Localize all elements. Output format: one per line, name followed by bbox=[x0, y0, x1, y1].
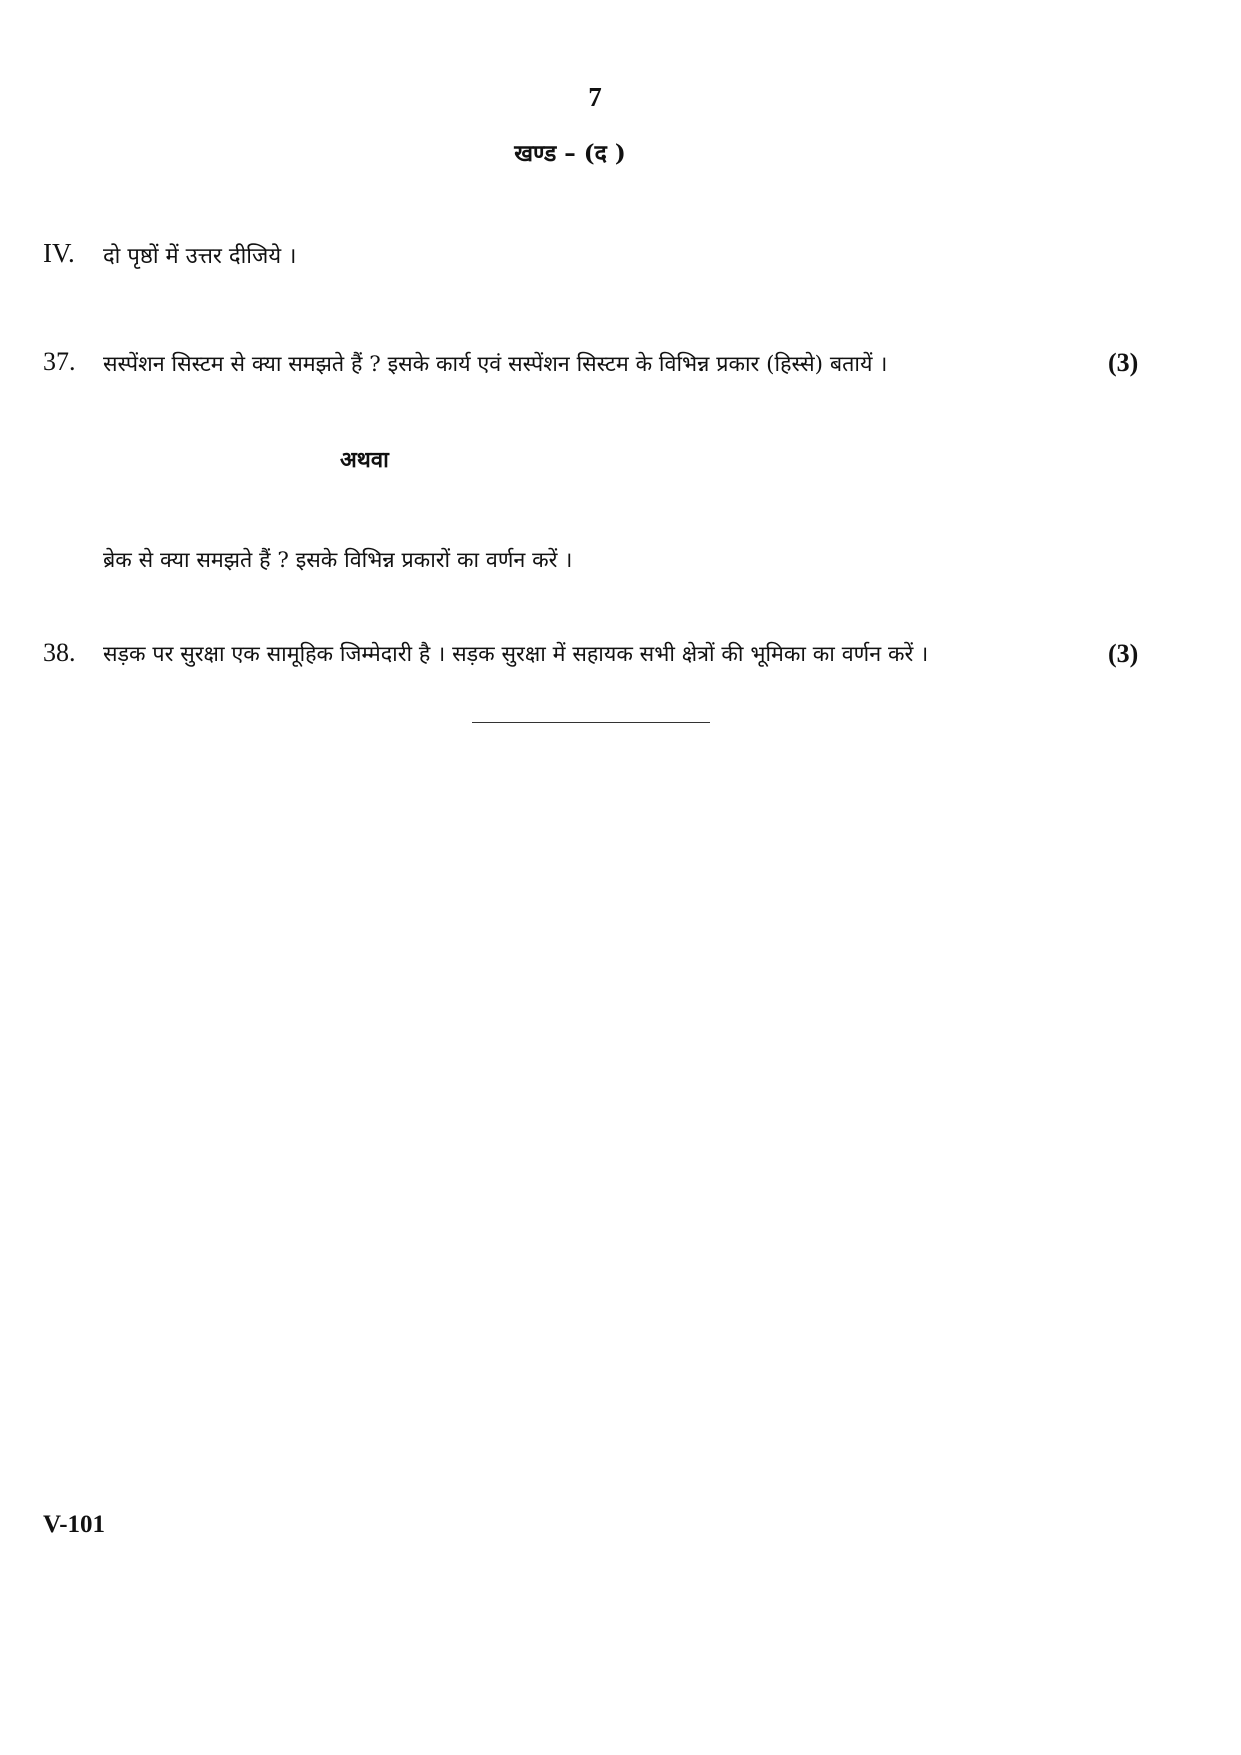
question-37-marks: (3) bbox=[1108, 348, 1139, 377]
or-label: अथवा bbox=[340, 447, 389, 473]
question-38-marks: (3) bbox=[1108, 639, 1139, 668]
end-rule bbox=[472, 722, 710, 723]
paper-code: V-101 bbox=[43, 1511, 106, 1538]
question-37-text: सस्पेंशन सिस्टम से क्या समझते हैं ? इसके कार्य एवं सस्पेंशन सिस्टम के विभिन्न प्रकार (हिस्से) बतायें । bbox=[103, 352, 888, 377]
section-title: खण्ड – (द ) bbox=[514, 140, 626, 167]
part-number: IV. bbox=[43, 238, 75, 268]
part-instruction: दो पृष्ठों में उत्तर दीजिये । bbox=[103, 244, 297, 269]
question-38-text: सड़क पर सुरक्षा एक सामूहिक जिम्मेदारी है । सड़क सुरक्षा में सहायक सभी क्षेत्रों की भूमिका का वर्णन करें । bbox=[103, 642, 929, 667]
question-38-number: 38. bbox=[43, 638, 76, 667]
question-37-number: 37. bbox=[43, 347, 76, 376]
page-number: 7 bbox=[588, 82, 602, 112]
question-37-alternative: ब्रेक से क्या समझते हैं ? इसके विभिन्न प्रकारों का वर्णन करें । bbox=[103, 548, 573, 573]
